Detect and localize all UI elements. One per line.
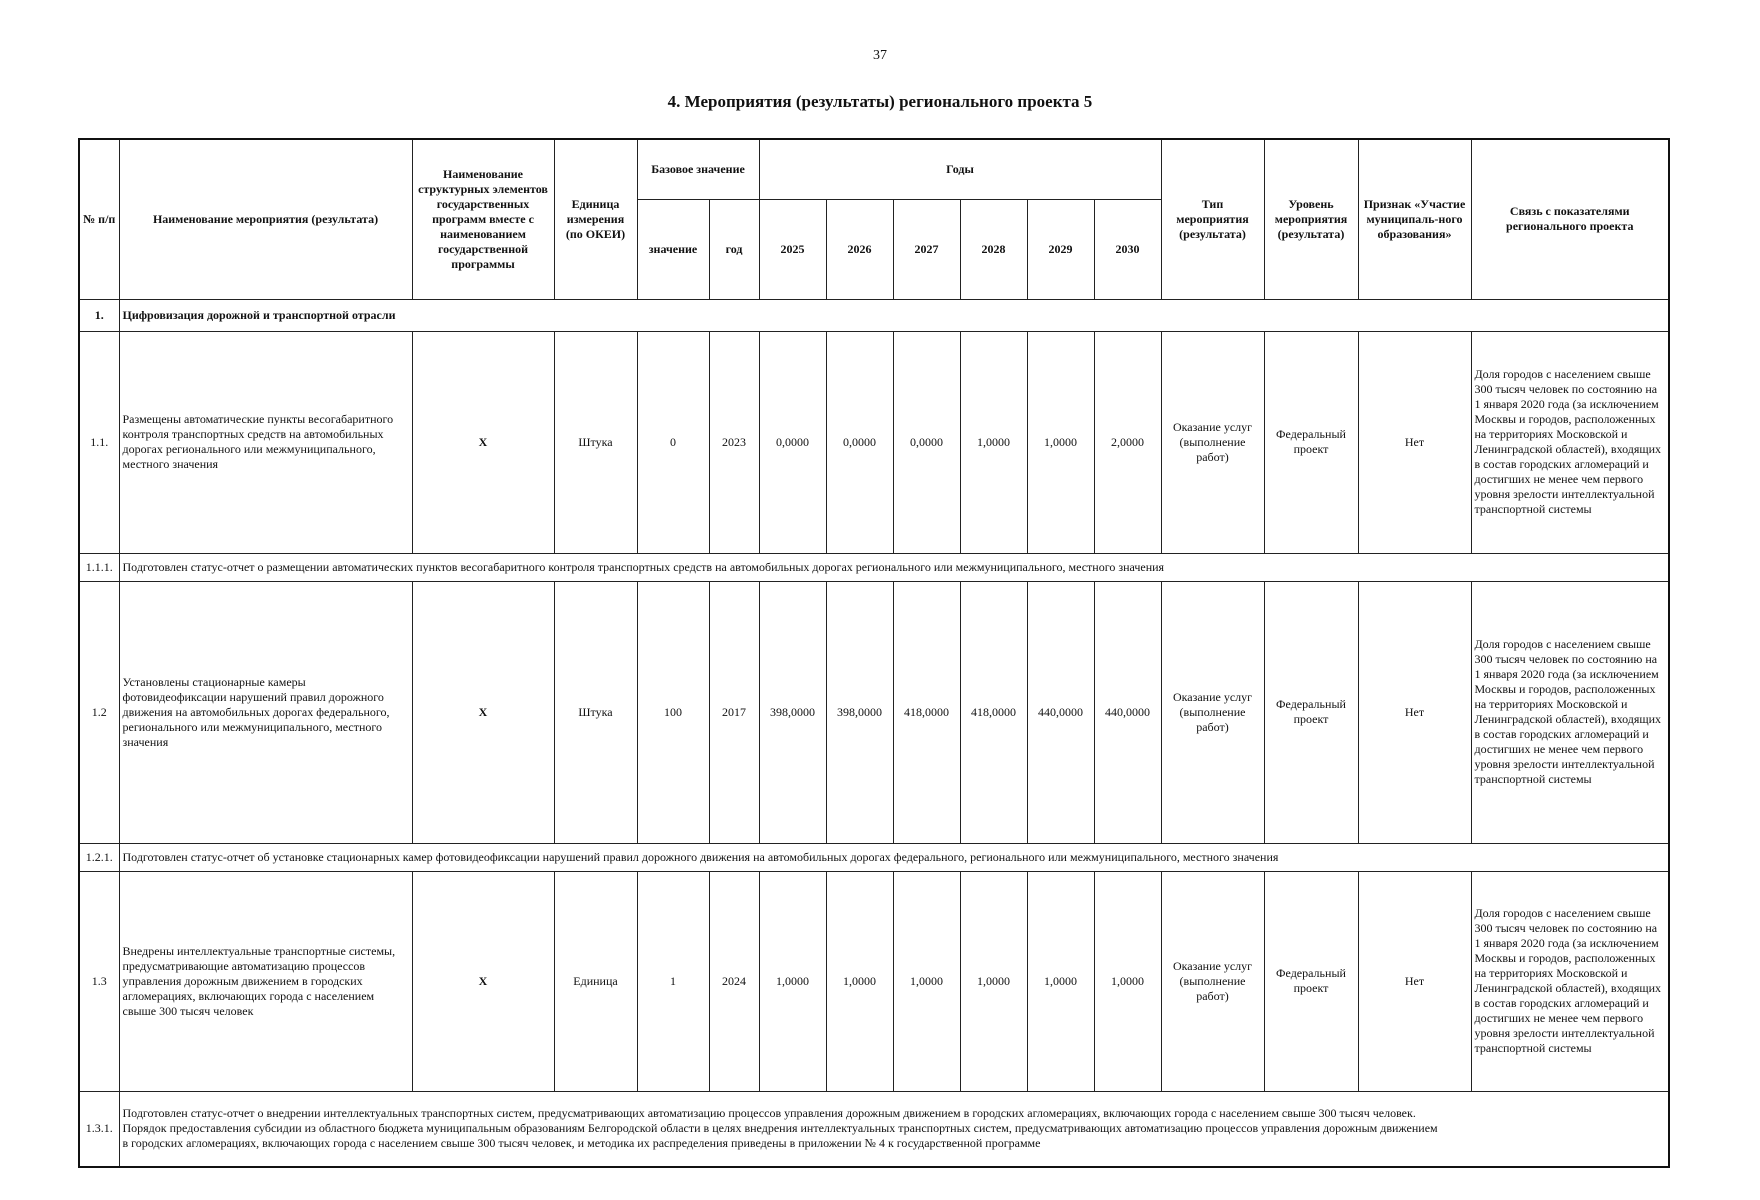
header-municipal: Признак «Участие муниципаль-ного образования»: [1358, 139, 1471, 299]
header-year-2028: 2028: [960, 199, 1027, 299]
row-base-year: 2024: [709, 871, 759, 1091]
section-num: 1.: [79, 299, 119, 331]
row-municipal: Нет: [1358, 871, 1471, 1091]
row-value-2026: 0,0000: [826, 331, 893, 553]
row-value-2030: 440,0000: [1094, 581, 1161, 843]
row-unit: Штука: [554, 331, 637, 553]
activities-table: [78, 138, 1670, 1168]
sub-row-text: Подготовлен статус-отчет об установке стационарных камер фотовидеофиксации нарушений правил дорожного движения на автомобильных дорогах федерального, регионального или межмуниципального, местного значения: [119, 843, 1669, 871]
row-name: Внедрены интеллектуальные транспортные системы, предусматривающие автоматизацию процессов управления дорожным движением в городских агломерациях, включающих города с населением свыше 300 тысяч человек: [119, 871, 412, 1091]
row-value-2025: 398,0000: [759, 581, 826, 843]
header-link: Связь с показателями регионального проекта: [1471, 139, 1669, 299]
page-title: 4. Мероприятия (результаты) регионального проекта 5: [667, 92, 1093, 111]
header-row-1: [79, 139, 1669, 199]
header-year-2029: 2029: [1027, 199, 1094, 299]
sub-row-num: 1.3.1.: [79, 1091, 119, 1167]
table-row: [79, 331, 1669, 553]
sub-row-text-line-1: Подготовлен статус-отчет о внедрении интеллектуальных транспортных систем, предусматривающих автоматизацию процессов управления дорожным движением в городских агломерациях, включающих города с населением свыше 300 тысяч человек.: [122, 1106, 1416, 1121]
header-years: Годы: [759, 139, 1161, 199]
row-value-2028: 1,0000: [960, 871, 1027, 1091]
row-value-2030: 1,0000: [1094, 871, 1161, 1091]
row-link: Доля городов с населением свыше 300 тысяч человек по состоянию на 1 января 2020 года (за исключением Москвы и городов, расположенных на территориях Московской и Ленинградской областей), входящих в состав городских агломераций и достигших не менее чем первого уровня зрелости интеллектуальной транспортной системы: [1471, 331, 1669, 553]
row-base-value: 1: [637, 871, 709, 1091]
row-value-2025: 1,0000: [759, 871, 826, 1091]
header-base: Базовое значение: [637, 139, 759, 199]
table-row: [79, 871, 1669, 1091]
row-value-2029: 440,0000: [1027, 581, 1094, 843]
row-value-2027: 418,0000: [893, 581, 960, 843]
row-link: Доля городов с населением свыше 300 тысяч человек по состоянию на 1 января 2020 года (за исключением Москвы и городов, расположенных на территориях Московской и Ленинградской областей), входящих в состав городских агломераций и достигших не менее чем первого уровня зрелости интеллектуальной транспортной системы: [1471, 581, 1669, 843]
row-value-2029: 1,0000: [1027, 331, 1094, 553]
page-number: 37: [873, 48, 887, 63]
sub-row: [79, 553, 1669, 581]
row-municipal: Нет: [1358, 581, 1471, 843]
row-value-2027: 0,0000: [893, 331, 960, 553]
row-value-2026: 398,0000: [826, 581, 893, 843]
header-name: Наименование мероприятия (результата): [119, 139, 412, 299]
row-level: Федеральный проект: [1264, 331, 1358, 553]
row-base-year: 2023: [709, 331, 759, 553]
sub-row-text: [119, 1091, 1669, 1167]
row-base-value: 0: [637, 331, 709, 553]
sub-row-text-line-2: Порядок предоставления субсидии из областного бюджета муниципальным образованиям Белгородской области в целях внедрения интеллектуальных транспортных систем, предусматривающих автоматизацию процессов управления дорожным движением: [122, 1121, 1438, 1136]
table-row: [79, 581, 1669, 843]
row-unit: Единица: [554, 871, 637, 1091]
header-base-value: значение: [637, 199, 709, 299]
row-base-value: 100: [637, 581, 709, 843]
sub-row: [79, 1091, 1669, 1167]
row-type: Оказание услуг (выполнение работ): [1161, 331, 1264, 553]
header-year-2026: 2026: [826, 199, 893, 299]
header-unit: Единица измерения (по ОКЕИ): [554, 139, 637, 299]
sub-row: [79, 843, 1669, 871]
row-value-2025: 0,0000: [759, 331, 826, 553]
row-level: Федеральный проект: [1264, 581, 1358, 843]
row-unit: Штука: [554, 581, 637, 843]
header-struct: Наименование структурных элементов государственных программ вместе с наименованием государственной программы: [412, 139, 554, 299]
row-name: Установлены стационарные камеры фотовидеофиксации нарушений правил дорожного движения на автомобильных дорогах федерального, регионального или межмуниципального, местного значения: [119, 581, 412, 843]
row-num: 1.3: [79, 871, 119, 1091]
row-num: 1.2: [79, 581, 119, 843]
row-type: Оказание услуг (выполнение работ): [1161, 871, 1264, 1091]
row-link: Доля городов с населением свыше 300 тысяч человек по состоянию на 1 января 2020 года (за исключением Москвы и городов, расположенных на территориях Московской и Ленинградской областей), входящих в состав городских агломераций и достигших не менее чем первого уровня зрелости интеллектуальной транспортной системы: [1471, 871, 1669, 1091]
row-type: Оказание услуг (выполнение работ): [1161, 581, 1264, 843]
row-struct: X: [412, 581, 554, 843]
row-municipal: Нет: [1358, 331, 1471, 553]
header-num: № п/п: [79, 139, 119, 299]
header-year-2027: 2027: [893, 199, 960, 299]
row-base-year: 2017: [709, 581, 759, 843]
sub-row-text: Подготовлен статус-отчет о размещении автоматических пунктов весогабаритного контроля транспортных средств на автомобильных дорогах регионального или межмуниципального, местного значения: [119, 553, 1669, 581]
header-year-2030: 2030: [1094, 199, 1161, 299]
sub-row-text-line-3: в городских агломерациях, включающих города с населением свыше 300 тысяч человек, и методика их распределения приведены в приложении № 4 к государственной программе: [122, 1136, 1041, 1151]
row-struct: X: [412, 331, 554, 553]
row-value-2029: 1,0000: [1027, 871, 1094, 1091]
row-level: Федеральный проект: [1264, 871, 1358, 1091]
row-value-2028: 1,0000: [960, 331, 1027, 553]
row-num: 1.1.: [79, 331, 119, 553]
row-value-2028: 418,0000: [960, 581, 1027, 843]
row-struct: X: [412, 871, 554, 1091]
section-row: [79, 299, 1669, 331]
row-value-2027: 1,0000: [893, 871, 960, 1091]
header-type: Тип мероприятия (результата): [1161, 139, 1264, 299]
row-name: Размещены автоматические пункты весогабаритного контроля транспортных средств на автомобильных дорогах регионального или межмуниципального, местного значения: [119, 331, 412, 553]
header-base-year: год: [709, 199, 759, 299]
sub-row-num: 1.1.1.: [79, 553, 119, 581]
row-value-2026: 1,0000: [826, 871, 893, 1091]
row-value-2030: 2,0000: [1094, 331, 1161, 553]
section-title: Цифровизация дорожной и транспортной отрасли: [119, 299, 1669, 331]
sub-row-num: 1.2.1.: [79, 843, 119, 871]
header-level: Уровень мероприятия (результата): [1264, 139, 1358, 299]
header-year-2025: 2025: [759, 199, 826, 299]
